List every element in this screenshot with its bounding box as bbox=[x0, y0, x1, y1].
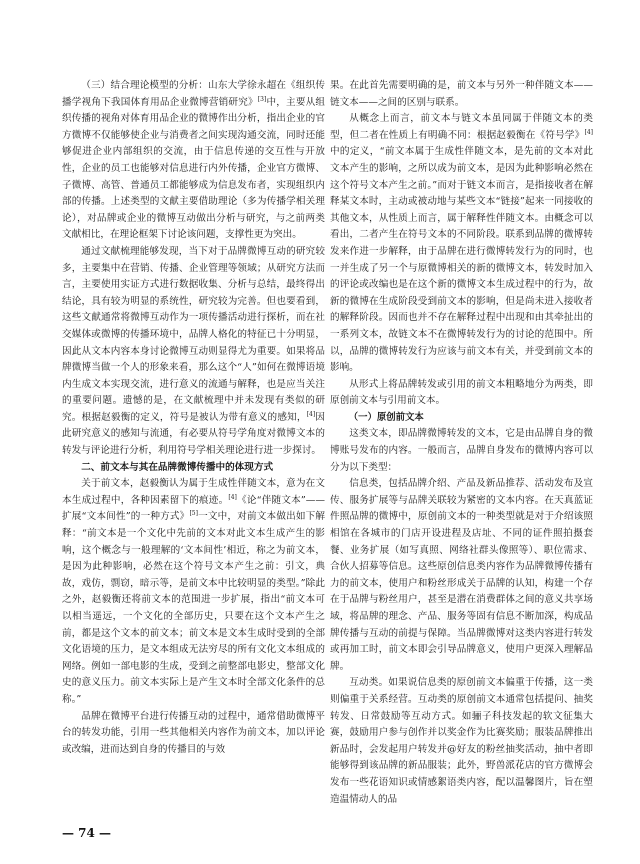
paragraph: （三）结合理论模型的分析：山东大学徐永超在《组织传播学视角下我国体育用品企业微博营销研究》[3]中，主要从组织传播的视角对体育用品企业的微博作出分析，指出企业的官方微博不仅能够使企业与消费者之间实现沟通交流，同时还能够促进企业内部组织的交流，由于信息传递的交互性与开放性，企业的员工也能够对信息进行内外传播，企业官方微博、子微博、高管、普通员工都能够成为信息发布者，实现组织内部的传播。上述类型的文献主要借助理论（多为传播学相关理论），对品牌或企业的微博互动做出分析与研究，与之前两类文献相比，在理论框架下讨论该问题，支撑性更为突出。 bbox=[62, 80, 326, 241]
paragraph: 关于前文本，赵毅衡认为属于生成性伴随文本，意为在文本生成过程中，各种因素留下的痕迹。[4]《论“伴随文本”——扩展“文本间性”的一种方式》[5]一文中，对前文本做出如下解释：“前文本是一个文化中先前的文本对此文本生成产生的影响，这个概念与一般理解的‘文本间性’相近，称之为前文本，是因为此种影响，必然在这个符号文本产生之前：引文，典故，戏仿，剽窃，暗示等，是前文本中比较明显的类型。”除此之外，赵毅衡还将前文本的范围进一步扩展，指出“前文本可以相当遥远，一个文化的全部历史，只要在这个文本产生之前，都是这个文本的前文本；前文本是文本生成时受到的全部文化语境的压力，是文本组成无法穷尽的所有文化文本组成的网络。例如一部电影的生成，受到之前整部电影史，整部文化史的意义压力。前文本实际上是产生文本时全部文化条件的总称。” bbox=[62, 478, 326, 705]
paragraph-continued: 果。在此首先需要明确的是，前文本与另外一种伴随文本——链文本——之间的区别与联系。 bbox=[330, 80, 593, 108]
paragraph: 品牌在微博平台进行传播互动的过程中，通常借助微博平台的转发功能，引用一些其他相关内容作为前文本，加以评论或改编，进而达到自身的传播目的与效 bbox=[62, 710, 325, 755]
citation: [4] bbox=[584, 128, 593, 136]
paragraph: 这类文本，即品牌微博转发的文本，它是由品牌自身的微博账号发布的内容。一般而言，品牌自身发布的微博内容可以分为以下类型： bbox=[330, 428, 593, 473]
left-column bbox=[62, 78, 325, 758]
citation: [4] bbox=[228, 493, 237, 501]
subsection-heading: （一）原创前文本 bbox=[348, 411, 424, 423]
paragraph: 信息类，包括品牌介绍、产品及新品推荐、活动发布及宣传、服务扩展等与品牌关联较为紧密的文本内容。在天真蓝证件照品牌的微博中，原创前文本的一种类型就是对于介绍该照相馆在各城市的门店开设进程及店址、不同的证件照拍摄套餐、业务扩展（如写真照、网络社群头像照等）、职位需求、合伙人招募等信息。这些原创信息类内容作为品牌微博传播有力的前文本，使用户和粉丝形成关于品牌的认知，构建一个存在于品牌与粉丝用户，甚至是潜在消费群体之间的意义共享场域，将品牌的理念、产品、服务等固有信息不断加深，构成品牌传播与互动的前提与保障。当品牌微博对这类内容进行转发或再加工时，前文本即会引导品牌意义，使用户更深入理解品牌。 bbox=[330, 478, 593, 672]
citation: [3] bbox=[257, 95, 267, 103]
paragraph: 从概念上而言，前文本与链文本虽同属于伴随文本的类型，但二者在性质上有明确不同：根据赵毅衡在《符号学》[4]中的定义，“前文本属于生成性伴随文本，是先前的文本对此文本产生的影响，之所以成为前文本，是因为此种影响必然在这个符号文本产生之前。”而对于链文本而言，是指接收者在解释某文本时，主动或被动地与某些文本“链接”起来一同接收的其他文本，从性质上而言，属于解释性伴随文本。由概念可以看出，二者产生在符号文本的不同阶段。联系到品牌的微博转发来作进一步解释，由于品牌在进行微博转发行为的同时，也一并生成了另一个与原微博相关的新的微博文本，转发时加入的评论或改编也是在这个新的微博文本生成过程中的行为，故新的微博在生成阶段受到前文本的影响，但是尚未进入接收者的解释阶段。因而也并不存在解释过程中出现和由其牵扯出的一系列文本，故链文本不在微博转发行为的讨论的范围中。所以，品牌的微博转发行为应该与前文本有关，并受到前文本的影响。 bbox=[330, 113, 593, 374]
right-column bbox=[330, 78, 593, 808]
section-heading: 二、前文本与其在品牌微博传播中的体现方式 bbox=[81, 461, 274, 473]
page-number: — 74 — bbox=[62, 826, 112, 840]
paragraph: 从形式上将品牌转发或引用的前文本粗略地分为两类，即原创前文本与引用前文本。 bbox=[330, 378, 593, 407]
paragraph: 通过文献梳理能够发现，当下对于品牌微博互动的研究较多，主要集中在营销、传播、企业管理等领域；从研究方法而言，主要使用实证方式进行数据收集、分析与总结，最终得出结论，具有较为明显的系统性，研究较为完善。但也要看到，这些文献通常将微博互动作为一项传播活动进行探析，而在社交媒体或微博的传播环境中，品牌人格化的特征已十分明显，因此从文本内容本身讨论微博互动则显得尤为重要。如果将品牌微博当做一个人的形象来看，那么这个“人”如何在微博语境内生成文本实现交流，进行意义的流通与解释，也是应当关注的重要问题。遗憾的是，在文献梳理中并未发现有类似的研究。根据赵毅衡的定义，符号是被认为带有意义的感知，[4]因此研究意义的感知与流通，有必要从符号学角度对微博文本的转发与评论进行分析，利用符号学相关理论进行进一步探讨。 bbox=[62, 245, 326, 457]
citation: [5] bbox=[189, 510, 198, 518]
citation: [4] bbox=[306, 410, 316, 418]
paragraph: 互动类。如果说信息类的原创前文本偏重于传播，这一类则偏重于关系经营。互动类的原创前文本通常包括提问、抽奖转发、日常鼓励等互动方式。如骊子科技发起的软文征集大赛，鼓励用户参与创作并以奖金作为比赛奖励；服装品牌推出新品时，会发起用户转发并@好友的粉丝抽奖活动，抽中者即能够得到该品牌的新品服装；此外，野兽派花店的官方微博会发布一些花语知识或情感絮语类内容，配以温馨图片，旨在塑造温情动人的品 bbox=[330, 677, 593, 805]
